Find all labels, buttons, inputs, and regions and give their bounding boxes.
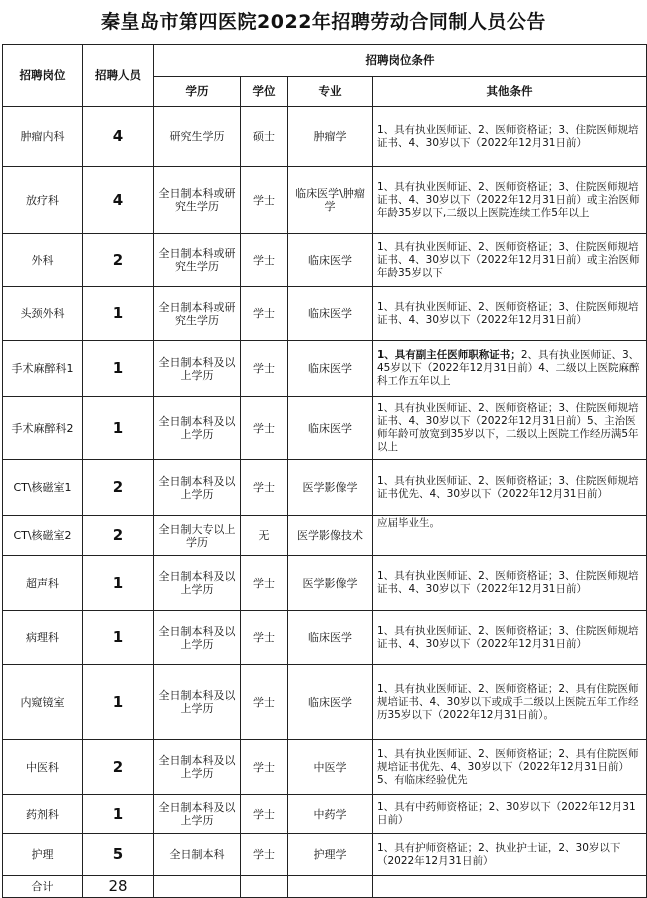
other-conditions-cell: 1、具有执业医师证、2、医师资格证；3、住院医师规培证书、4、30岁以下（2022年12月31日前）或主治医师年龄35岁以下 <box>373 234 647 287</box>
header-count: 招聘人员 <box>83 45 154 107</box>
table-row <box>3 167 647 234</box>
education-cell: 全日制本科或研究生学历 <box>154 234 241 287</box>
required-title-text: 1、具有副主任医师职称证书； <box>377 349 521 361</box>
count-cell: 2 <box>83 740 154 795</box>
degree-cell: 学士 <box>241 234 288 287</box>
major-cell: 护理学 <box>288 834 373 876</box>
total-count: 28 <box>83 876 154 898</box>
post-cell: 外科 <box>3 234 83 287</box>
major-cell: 肿瘤学 <box>288 107 373 167</box>
degree-cell: 学士 <box>241 611 288 665</box>
other-conditions-cell: 1、具有护师资格证；2、执业护士证，2、30岁以下（2022年12月31日前） <box>373 834 647 876</box>
count-cell: 4 <box>83 107 154 167</box>
degree-cell: 学士 <box>241 556 288 611</box>
post-cell: 手术麻醉科1 <box>3 341 83 397</box>
degree-cell: 学士 <box>241 397 288 460</box>
count-cell: 5 <box>83 834 154 876</box>
count-cell: 4 <box>83 167 154 234</box>
table-row <box>3 665 647 740</box>
empty-cell <box>373 876 647 898</box>
other-conditions-cell: 1、具有执业医师证、2、医师资格证；3、住院医师规培证书优先、4、30岁以下（2022年12月31日前） <box>373 460 647 516</box>
major-cell: 临床医学 <box>288 397 373 460</box>
education-cell: 全日制本科及以上学历 <box>154 611 241 665</box>
count-cell: 1 <box>83 397 154 460</box>
count-cell: 1 <box>83 556 154 611</box>
other-conditions-cell <box>373 341 647 397</box>
post-cell: 内窥镜室 <box>3 665 83 740</box>
other-conditions-cell: 应届毕业生。 <box>373 516 647 556</box>
count-cell: 1 <box>83 341 154 397</box>
major-cell: 医学影像学 <box>288 460 373 516</box>
degree-cell: 学士 <box>241 795 288 834</box>
degree-cell: 学士 <box>241 460 288 516</box>
education-cell: 全日制本科及以上学历 <box>154 740 241 795</box>
table-row <box>3 556 647 611</box>
other-conditions-cell: 1、具有执业医师证、2、医师资格证；3、住院医师规培证书、4、30岁以下（2022年12月31日前）或主治医师年龄35岁以下,二级以上医院连续工作5年以上 <box>373 167 647 234</box>
table-row <box>3 234 647 287</box>
table-row <box>3 287 647 341</box>
table-row <box>3 341 647 397</box>
post-cell: 头颈外科 <box>3 287 83 341</box>
degree-cell: 学士 <box>241 740 288 795</box>
major-cell: 临床医学 <box>288 611 373 665</box>
education-cell: 全日制本科及以上学历 <box>154 341 241 397</box>
major-cell: 临床医学 <box>288 341 373 397</box>
education-cell: 全日制本科 <box>154 834 241 876</box>
empty-cell <box>154 876 241 898</box>
education-cell: 全日制本科及以上学历 <box>154 397 241 460</box>
other-conditions-cell: 1、具有执业医师证、2、医师资格证；3、住院医师规培证书、4、30岁以下（2022年12月31日前） <box>373 287 647 341</box>
header-post: 招聘岗位 <box>3 45 83 107</box>
education-cell: 研究生学历 <box>154 107 241 167</box>
count-cell: 1 <box>83 287 154 341</box>
table-row <box>3 834 647 876</box>
degree-cell: 学士 <box>241 287 288 341</box>
post-cell: 放疗科 <box>3 167 83 234</box>
count-cell: 1 <box>83 611 154 665</box>
other-conditions-text: 2、具有执业医师证、3、45岁以下（2022年12月31日前）4、二级以上医院麻醉科工作五年以上 <box>377 349 640 387</box>
table-row <box>3 740 647 795</box>
major-cell: 临床医学 <box>288 287 373 341</box>
education-cell: 全日制本科或研究生学历 <box>154 167 241 234</box>
degree-cell: 学士 <box>241 665 288 740</box>
major-cell: 临床医学 <box>288 665 373 740</box>
header-education: 学历 <box>154 77 241 107</box>
other-conditions-cell: 1、具有执业医师证、2、医师资格证；2、具有住院医师规培证书、4、30岁以下或成手二级以上医院五年工作经历35岁以下（2022年12月31日前）。 <box>373 665 647 740</box>
table-row <box>3 107 647 167</box>
major-cell: 医学影像学 <box>288 556 373 611</box>
table-row <box>3 795 647 834</box>
count-cell: 2 <box>83 460 154 516</box>
post-cell: CT\核磁室1 <box>3 460 83 516</box>
post-cell: 病理科 <box>3 611 83 665</box>
education-cell: 全日制本科及以上学历 <box>154 795 241 834</box>
empty-cell <box>288 876 373 898</box>
degree-cell: 硕士 <box>241 107 288 167</box>
education-cell: 全日制本科及以上学历 <box>154 460 241 516</box>
header-degree: 学位 <box>241 77 288 107</box>
other-conditions-cell: 1、具有执业医师证、2、医师资格证；3、住院医师规培证书、4、30岁以下（2022年12月31日前） <box>373 107 647 167</box>
other-conditions-cell: 1、具有执业医师证、2、医师资格证；3、住院医师规培证书、4、30岁以下（2022年12月31日前）5、主治医师年龄可放宽到35岁以下，二级以上医院工作经历满5年以上 <box>373 397 647 460</box>
major-cell: 中医学 <box>288 740 373 795</box>
total-label: 合计 <box>3 876 83 898</box>
page-title: 秦皇岛市第四医院2022年招聘劳动合同制人员公告 <box>101 11 546 33</box>
post-cell: 手术麻醉科2 <box>3 397 83 460</box>
other-conditions-cell: 1、具有执业医师证、2、医师资格证；3、住院医师规培证书、4、30岁以下（2022年12月31日前） <box>373 611 647 665</box>
post-cell: 中医科 <box>3 740 83 795</box>
header-other: 其他条件 <box>373 77 647 107</box>
other-conditions-cell: 1、具有执业医师证、2、医师资格证；3、住院医师规培证书、4、30岁以下（2022年12月31日前） <box>373 556 647 611</box>
header-major: 专业 <box>288 77 373 107</box>
post-cell: 护理 <box>3 834 83 876</box>
post-cell: CT\核磁室2 <box>3 516 83 556</box>
major-cell: 医学影像技术 <box>288 516 373 556</box>
total-row <box>3 876 647 898</box>
education-cell: 全日制本科或研究生学历 <box>154 287 241 341</box>
count-cell: 2 <box>83 234 154 287</box>
other-conditions-cell: 1、具有中药师资格证；2、30岁以下（2022年12月31日前） <box>373 795 647 834</box>
major-cell: 临床医学 <box>288 234 373 287</box>
table-row <box>3 516 647 556</box>
table-row <box>3 397 647 460</box>
header-row <box>3 45 647 77</box>
count-cell: 1 <box>83 795 154 834</box>
header-conditions: 招聘岗位条件 <box>154 45 647 77</box>
table-row <box>3 460 647 516</box>
degree-cell: 无 <box>241 516 288 556</box>
education-cell: 全日制大专以上学历 <box>154 516 241 556</box>
degree-cell: 学士 <box>241 834 288 876</box>
degree-cell: 学士 <box>241 341 288 397</box>
education-cell: 全日制本科及以上学历 <box>154 665 241 740</box>
recruitment-table <box>2 44 647 898</box>
other-conditions-cell: 1、具有执业医师证、2、医师资格证；2、具有住院医师规培证书优先、4、30岁以下（2022年12月31日前）5、有临床经验优先 <box>373 740 647 795</box>
major-cell: 中药学 <box>288 795 373 834</box>
education-cell: 全日制本科及以上学历 <box>154 556 241 611</box>
count-cell: 1 <box>83 665 154 740</box>
count-cell: 2 <box>83 516 154 556</box>
post-cell: 药剂科 <box>3 795 83 834</box>
post-cell: 超声科 <box>3 556 83 611</box>
major-cell: 临床医学\肿瘤学 <box>288 167 373 234</box>
degree-cell: 学士 <box>241 167 288 234</box>
table-row <box>3 611 647 665</box>
empty-cell <box>241 876 288 898</box>
post-cell: 肿瘤内科 <box>3 107 83 167</box>
